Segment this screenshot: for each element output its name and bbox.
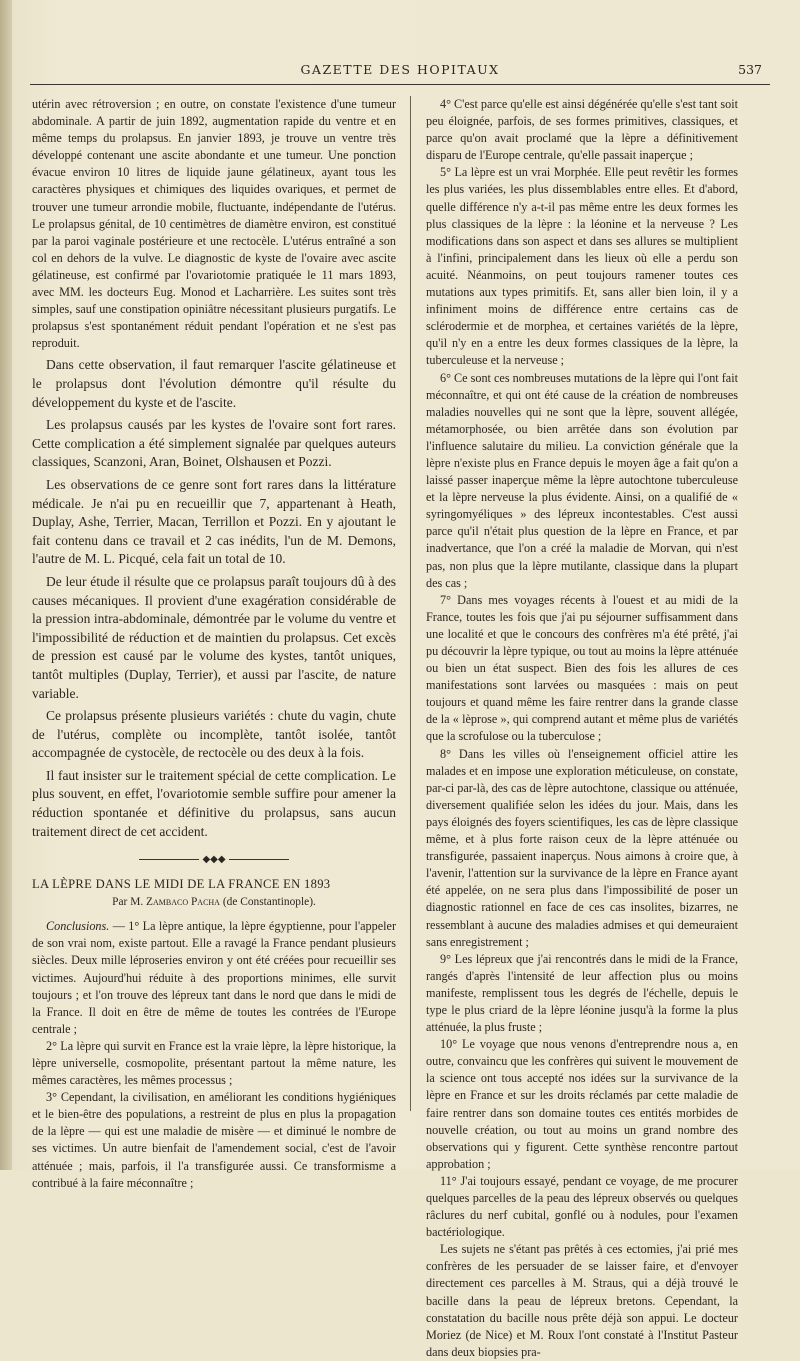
conclusion-paragraph: 6° Ce sont ces nombreuses mutations de la lèpre qui l'ont fait méconnaître, et qui ont été cause de la création de nombreuses maladies nouvelles qui ne sont que la lèpre, souvent allégée, métamorphosée, ou bien arrêtée dans son évolution par l'influence salutaire du milieu. La conviction générale que la lèpre n'existe plus en France depuis le moyen âge a fait qu'on a laissé passer inaperçue même la lèpre autochtone tuberculeuse et la lèpre nerveuse la plus évidente. Ainsi, on a qualifié de « syringomyéliques » des lépreux incontestables. C'est aussi parce qu'il n'était plus question de la lèpre en France, et par inadvertance, que l'on a créé la maladie de Morvan, qui n'est pas, non plus que la lèpre mutilante, classique dans la plupart des cas ; [426, 370, 738, 590]
journal-title: GAZETTE DES HOPITAUX [300, 62, 500, 77]
right-column [426, 96, 738, 1361]
conclusion-paragraph: 5° La lèpre est un vrai Morphée. Elle peut revêtir les formes les plus variées, les plus dissemblables entre elles. Et d'abord, quelle différence n'y a-t-il pas même entre les deux formes les plus classiques de la lèpre : la léonine et la nerveuse ? Les modifications dans son aspect et dans ses allures se multiplient à l'infini, principalement dans les lieux où elle a perdu son acuité. Néanmoins, on peut toujours ramener toutes ces mutations aux types primitifs. Et, sans aller bien loin, il y a infiniment moins de différence entre certains cas de sclérodermie et de morphea, et certaines variétés de la lèpre, qu'il n'y en a entre les deux formes classiques de la lèpre, la tuberculeuse et la nerveuse ; [426, 165, 738, 368]
body-paragraph: Il faut insister sur le traitement spécial de cette complication. Le plus souvent, en effet, l'ovariotomie semble suffire pour amener la réduction spontanée et définitive du prolapsus, sans aucun traitement direct de cet accident. [32, 767, 396, 839]
conclusion-paragraph: 3° Cependant, la civilisation, en améliorant les conditions hygiéniques et le bien-être des populations, a restreint de plus en plus la propagation de la lèpre — qui est une maladie de misère — et diminué le nombre de ses victimes. Un autre bienfait de l'amendement social, c'est de l'avoir atténuée ; mais, parfois, il l'a transfigurée aussi. Ce transformisme a contribué à la faire méconnaître ; [32, 1090, 396, 1190]
page-binding-edge [0, 0, 12, 1170]
body-paragraph: Ce prolapsus présente plusieurs variétés : chute du vagin, chute de l'utérus, complète ou incomplète, tantôt isolée, tantôt accompagnée de cystocèle, de rectocèle ou des deux à la fois. [32, 708, 396, 761]
conclusion-paragraph: 7° Dans mes voyages récents à l'ouest et au midi de la France, toutes les fois que j'ai pu séjourner suffisamment dans une localité et que le concours des confrères m'a été prêté, j'ai pu découvrir la lèpre typique, ou tout au moins la lèpre atténuée ou bien un état suspect. Bien des fois les allures de ces manifestations sont larvées ou masquées : mais on peut toujours et quand même les faire rentrer dans la grande classe de la « lèprose », qui comprend autant et même plus de variétés que la scrofulose ou la tuberculose ; [426, 592, 738, 744]
running-header [30, 58, 770, 84]
article-byline [32, 896, 396, 908]
conclusion-paragraph: 11° J'ai toujours essayé, pendant ce voyage, de me procurer quelques parcelles de la peau des lépreux observés ou quelques râclures du nerf cubital, gonflé ou à nodules, pour l'examen bactériologique. [426, 1173, 738, 1240]
body-paragraph: Dans cette observation, il faut remarquer l'ascite gélatineuse et le prolapsus dont l'évolution démontre qu'il résulte du développement du kyste et de l'ascite. [32, 357, 396, 410]
conclusion-paragraph: 4° C'est parce qu'elle est ainsi dégénérée qu'elle s'est tant soit peu éloignée, parfois, de ses formes primitives, classiques, et parce qu'on avait proclamé que la lèpre a définitivement disparu de l'Europe centrale, qu'elle passait inaperçue ; [426, 97, 738, 163]
case-report-paragraph: utérin avec rétroversion ; en outre, on constate l'existence d'une tumeur abdominale. A partir de juin 1892, augmentation rapide du ventre et en même temps du prolapsus. En janvier 1893, je trouve un ventre très développé contenant une ascite abondante et une tumeur. Une ponction évacue environ 10 litres de liquide jaune gélatineux, ayant tous les caractères physiques et chimiques des liquides ovariques, et permet de trouver une tumeur arrondie mobile, fluctuante, indépendante de l'utérus. Le prolapsus génital, de 10 centimètres de diamètre environ, est constitué par la paroi vaginale postérieure et une rectocèle. L'utérus entraîné a son col en dehors de la vulve. Le diagnostic de kyste de l'ovaire avec ascite gélatineuse, est confirmé par l'ovariotomie pratiquée le 11 mars 1893, avec MM. les docteurs Eug. Monod et Lacharrière. Les suites sont très simples, sauf une constipation opiniâtre nécessitant plusieurs purgatifs. Le prolapsus s'est spontanément réduit pendant l'opération et ne s'est pas reproduit. [32, 97, 396, 351]
conclusion-paragraph [32, 918, 396, 1038]
left-column [32, 96, 396, 1192]
section-separator-ornament: ◆◆◆ [139, 855, 289, 865]
body-paragraph: Les observations de ce genre sont fort rares dans la littérature médicale. Je n'ai pu en recueillir que 7, appartenant à Heath, Duplay, Ashe, Terrier, Macan, Terrillon et Pozzi. En y ajoutant le fait contenu dans ce travail et 2 cas inédits, l'un de M. Demons, l'autre de M. L. Picqué, cela fait un total de 10. [32, 476, 396, 567]
page-number: 537 [738, 62, 762, 77]
conclusion-paragraph: 2° La lèpre qui survit en France est la vraie lèpre, la lèpre historique, la lèpre universelle, cosmopolite, présentant partout la même nature, les mêmes caractères, les mêmes processus ; [32, 1038, 396, 1088]
column-divider [410, 96, 411, 1111]
byline-prefix: Par M. [112, 896, 144, 909]
conclusion-paragraph: 8° Dans les villes où l'enseignement officiel attire les malades et en impose une exploration méticuleuse, on constate, par-ci par-là, des cas de lèpre autochtone, classique ou atténuée, diversement qualifiée selon les idées du jour. Mais, dans les pays éloignés des foyers scientifiques, les cas de lèpre classique même, et à plus forte raison ceux de la lèpre atténuée ou transfigurée, passaient inaperçus. Nous aimons à croire que, à l'avenir, l'attention sur la survivance de la lèpre en France ayant été appelée, on ne sera plus dans l'impossibilité de poser un diagnostic rationnel en face de ces cas insolites, bizarres, ne ressemblant à aucune des maladies admises et qui demeuraient sans enregistrement ; [426, 746, 738, 949]
conclusion-paragraph: 9° Les lépreux que j'ai rencontrés dans le midi de la France, rangés d'après l'intensité de leur affection plus ou moins manifeste, remplissent tous les degrés de l'échelle, depuis le type le plus criard de la lèpre léonine jusqu'à la forme la plus atténuée, la plus fruste ; [426, 951, 738, 1035]
conclusion-paragraph: Les sujets ne s'étant pas prêtés à ces ectomies, j'ai prié mes confrères de les persuader de se laisser faire, et d'envoyer directement ces parcelles à M. Straus, qui a déjà trouvé le bacille dans la peau de lépreux bretons. Cependant, la constatation du bacille nous prête déjà son appui. Le docteur Moriez (de Nice) et M. Roux l'ont constaté à l'Institut Pasteur dans deux biopsies pra- [426, 1242, 738, 1359]
article-title: LA LÈPRE DANS LE MIDI DE LA FRANCE EN 1893 [32, 877, 331, 892]
conclusions-label: Conclusions. [46, 919, 110, 934]
byline-author: Zambaco Pacha [146, 896, 220, 909]
body-paragraph: De leur étude il résulte que ce prolapsus paraît toujours dû à des causes mécaniques. Il provient d'une exagération considérable de la pression intra-abdominale, démontrée par le volume du ventre et l'impossibilité de réduction et de maintien du prolapsus. Cet excès de pression est causé par le volume des kystes, tantôt uniques, tantôt multiples (Duplay, Terrier), et aussi par l'ascite, de nature variable. [32, 573, 396, 701]
conclusion-paragraph: 10° Le voyage que nous venons d'entreprendre nous a, en outre, convaincu que les confrères qui suivent le mouvement de la science ont tous accepté nos idées sur la survivance de la lèpre en France et sur les droits réclamés par cette maladie de faire rentrer dans son domaine toutes ces entités morbides de nouvelle création, ou tout au moins un grand nombre des observations qui y figurent. Cette synthèse rencontre partout approbation ; [426, 1037, 738, 1171]
header-rule [30, 84, 770, 85]
conclusion-text: — 1° La lèpre antique, la lèpre égyptienne, pour l'appeler de son vrai nom, existe partout. Elle a ravagé la France pendant plusieurs siècles. Deux mille léproseries environ y ont été créées pour recueillir ses victimes. Aujourd'hui réduite à des proportions minimes, elle survit toujours ; et l'on trouve des lépreux tant dans le nord que dans le midi de la France. Il doit en être de même de toutes les contrées de l'Europe centrale ; [32, 919, 396, 1036]
byline-suffix: (de Constantinople). [222, 896, 316, 909]
body-paragraph: Les prolapsus causés par les kystes de l'ovaire sont fort rares. Cette complication a été simplement signalée par quelques auteurs classiques, Scanzoni, Aran, Boinet, Olshausen et Pozzi. [32, 417, 396, 470]
